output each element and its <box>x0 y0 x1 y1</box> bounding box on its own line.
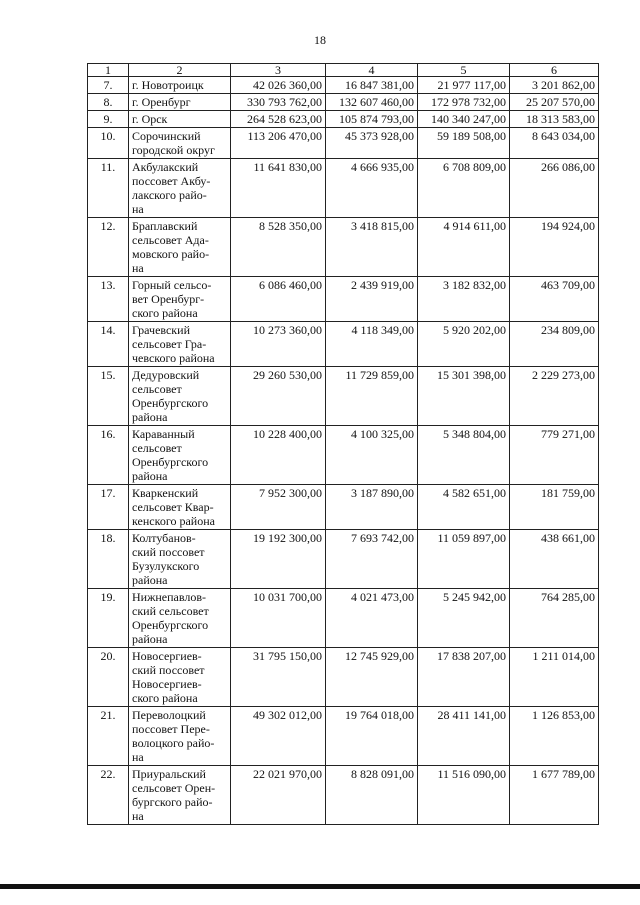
table-cell: 17 838 207,00 <box>418 648 510 707</box>
column-header: 5 <box>418 64 510 77</box>
table-cell: 20. <box>88 648 129 707</box>
table-cell: г. Новотроицк <box>129 77 231 94</box>
table-cell: 11. <box>88 159 129 218</box>
table-row <box>88 426 599 485</box>
table-cell: 105 874 793,00 <box>326 111 418 128</box>
table-cell: 7 693 742,00 <box>326 530 418 589</box>
column-header: 3 <box>231 64 326 77</box>
table-cell: 18 313 583,00 <box>510 111 599 128</box>
table-cell: 14. <box>88 322 129 367</box>
table-cell: 764 285,00 <box>510 589 599 648</box>
table-header-row <box>88 64 599 77</box>
table-cell: 438 661,00 <box>510 530 599 589</box>
table-cell: 12 745 929,00 <box>326 648 418 707</box>
table-cell: 4 118 349,00 <box>326 322 418 367</box>
table-cell: 10 031 700,00 <box>231 589 326 648</box>
table-row <box>88 322 599 367</box>
table-cell: 28 411 141,00 <box>418 707 510 766</box>
table-cell: 16. <box>88 426 129 485</box>
table-cell: 25 207 570,00 <box>510 94 599 111</box>
table-row <box>88 111 599 128</box>
table-cell: 8. <box>88 94 129 111</box>
table-cell: 9. <box>88 111 129 128</box>
table-cell: 19 764 018,00 <box>326 707 418 766</box>
table-cell: 19. <box>88 589 129 648</box>
table-cell: 22. <box>88 766 129 825</box>
table-cell: Дедуровский сельсовет Оренбургского района <box>129 367 231 426</box>
table-cell: 234 809,00 <box>510 322 599 367</box>
table-cell: 45 373 928,00 <box>326 128 418 159</box>
table-cell: Сорочинский городской округ <box>129 128 231 159</box>
table-row <box>88 128 599 159</box>
table-cell: 194 924,00 <box>510 218 599 277</box>
table-cell: 29 260 530,00 <box>231 367 326 426</box>
table-cell: 12. <box>88 218 129 277</box>
bottom-rule <box>0 884 640 889</box>
table-cell: 3 187 890,00 <box>326 485 418 530</box>
table-cell: Переволоцкий поссовет Пере- волоцкого райо- на <box>129 707 231 766</box>
table-cell: Грачевский сельсовет Гра- чевского района <box>129 322 231 367</box>
table-cell: 5 348 804,00 <box>418 426 510 485</box>
table-row <box>88 159 599 218</box>
table-cell: 3 201 862,00 <box>510 77 599 94</box>
table-cell: 21 977 117,00 <box>418 77 510 94</box>
table-cell: Акбулакский поссовет Акбу- лакского райо- на <box>129 159 231 218</box>
table-cell: Колтубанов- ский поссовет Бузулукского района <box>129 530 231 589</box>
page-number: 18 <box>314 33 326 47</box>
table-cell: 172 978 732,00 <box>418 94 510 111</box>
table-cell: 1 211 014,00 <box>510 648 599 707</box>
table-cell: 5 920 202,00 <box>418 322 510 367</box>
table-row <box>88 530 599 589</box>
table-cell: 7 952 300,00 <box>231 485 326 530</box>
table-cell: 181 759,00 <box>510 485 599 530</box>
table-cell: Приуральский сельсовет Орен- бургского райо- на <box>129 766 231 825</box>
table-cell: 8 528 350,00 <box>231 218 326 277</box>
table-cell: 4 914 611,00 <box>418 218 510 277</box>
table-cell: 2 439 919,00 <box>326 277 418 322</box>
table-cell: 3 182 832,00 <box>418 277 510 322</box>
table-cell: 6 086 460,00 <box>231 277 326 322</box>
data-table <box>87 63 599 825</box>
table-cell: 6 708 809,00 <box>418 159 510 218</box>
table-row <box>88 367 599 426</box>
table-cell: 11 641 830,00 <box>231 159 326 218</box>
table-cell: 8 828 091,00 <box>326 766 418 825</box>
table-row <box>88 277 599 322</box>
table-cell: 49 302 012,00 <box>231 707 326 766</box>
table-row <box>88 648 599 707</box>
table-cell: 779 271,00 <box>510 426 599 485</box>
table-cell: 8 643 034,00 <box>510 128 599 159</box>
table-cell: 4 100 325,00 <box>326 426 418 485</box>
table-cell: 42 026 360,00 <box>231 77 326 94</box>
table-cell: Кваркенский сельсовет Квар- кенского района <box>129 485 231 530</box>
table-cell: 59 189 508,00 <box>418 128 510 159</box>
table-cell: 266 086,00 <box>510 159 599 218</box>
table-cell: 7. <box>88 77 129 94</box>
table-row <box>88 589 599 648</box>
table-cell: 16 847 381,00 <box>326 77 418 94</box>
table-cell: 31 795 150,00 <box>231 648 326 707</box>
table-cell: 1 126 853,00 <box>510 707 599 766</box>
table-cell: 4 021 473,00 <box>326 589 418 648</box>
table-cell: 132 607 460,00 <box>326 94 418 111</box>
table-cell: 21. <box>88 707 129 766</box>
table-cell: 22 021 970,00 <box>231 766 326 825</box>
table-row <box>88 766 599 825</box>
table-cell: г. Оренбург <box>129 94 231 111</box>
table-row <box>88 485 599 530</box>
table-cell: 264 528 623,00 <box>231 111 326 128</box>
table-cell: 10 273 360,00 <box>231 322 326 367</box>
table-row <box>88 77 599 94</box>
table-cell: 17. <box>88 485 129 530</box>
table-cell: 19 192 300,00 <box>231 530 326 589</box>
table-row <box>88 94 599 111</box>
column-header: 2 <box>129 64 231 77</box>
table-row <box>88 218 599 277</box>
table-row <box>88 707 599 766</box>
table-cell: 10 228 400,00 <box>231 426 326 485</box>
table-cell: 140 340 247,00 <box>418 111 510 128</box>
table-cell: г. Орск <box>129 111 231 128</box>
table-cell: 15. <box>88 367 129 426</box>
column-header: 6 <box>510 64 599 77</box>
table-cell: 13. <box>88 277 129 322</box>
table-cell: 463 709,00 <box>510 277 599 322</box>
table-cell: Караванный сельсовет Оренбургского района <box>129 426 231 485</box>
table-cell: 11 516 090,00 <box>418 766 510 825</box>
table-cell: Нижнепавлов- ский сельсовет Оренбургского района <box>129 589 231 648</box>
column-header: 1 <box>88 64 129 77</box>
table-cell: 10. <box>88 128 129 159</box>
table-cell: 330 793 762,00 <box>231 94 326 111</box>
table-cell: 3 418 815,00 <box>326 218 418 277</box>
table-cell: 1 677 789,00 <box>510 766 599 825</box>
table-cell: 4 582 651,00 <box>418 485 510 530</box>
table-cell: 18. <box>88 530 129 589</box>
table-cell: 11 059 897,00 <box>418 530 510 589</box>
table-cell: Браплавский сельсовет Ада- мовского райо- на <box>129 218 231 277</box>
table-cell: 113 206 470,00 <box>231 128 326 159</box>
table-cell: 2 229 273,00 <box>510 367 599 426</box>
table-cell: 5 245 942,00 <box>418 589 510 648</box>
column-header: 4 <box>326 64 418 77</box>
table-cell: Новосергиев- ский поссовет Новосергиев- ского района <box>129 648 231 707</box>
table-cell: Горный сельсо- вет Оренбург- ского района <box>129 277 231 322</box>
table-cell: 15 301 398,00 <box>418 367 510 426</box>
table-cell: 11 729 859,00 <box>326 367 418 426</box>
table-cell: 4 666 935,00 <box>326 159 418 218</box>
